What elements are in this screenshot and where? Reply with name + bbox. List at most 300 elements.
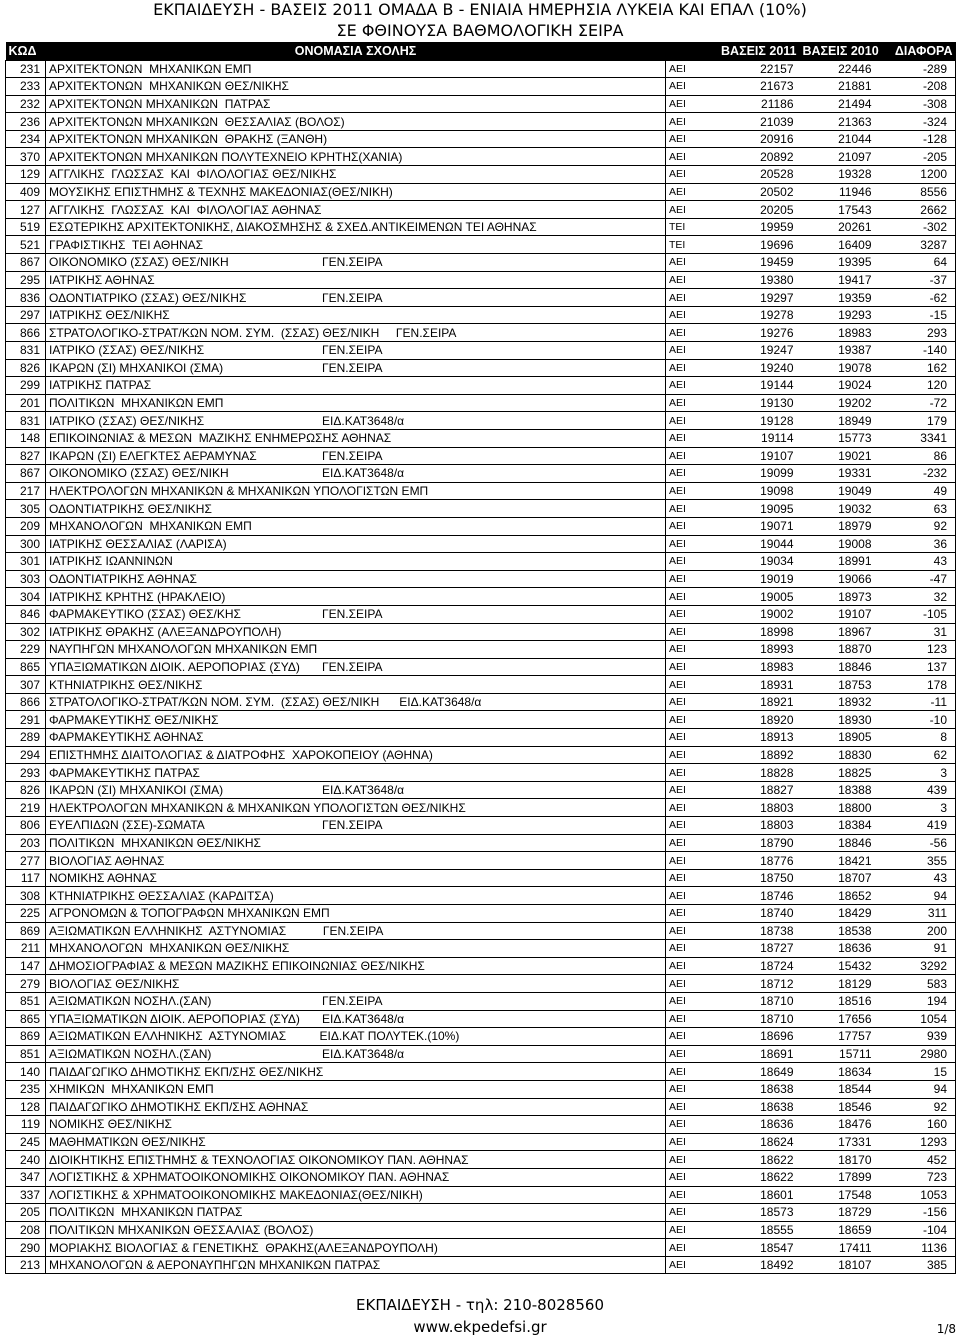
score-difference: 3287	[878, 236, 956, 254]
school-code: 148	[6, 429, 46, 447]
score-2011: 18638	[718, 1080, 800, 1098]
school-name: ΝΟΜΙΚΗΣ ΘΕΣ/ΝΙΚΗΣ	[46, 1116, 666, 1134]
school-name-cell	[46, 254, 666, 272]
school-name: ΗΛΕΚΤΡΟΛΟΓΩΝ ΜΗΧΑΝΙΚΩΝ & ΜΗΧΑΝΙΚΩΝ ΥΠΟΛΟΓΙΣΤΩΝ ΕΜΠ	[46, 482, 666, 500]
score-2010: 18991	[800, 553, 878, 571]
school-name: ΠΟΛΙΤΙΚΩΝ ΜΗΧΑΝΙΚΩΝ ΘΕΣΣΑΛΙΑΣ (ΒΟΛΟΣ)	[46, 1221, 666, 1239]
institution-type: ΤΕΙ	[666, 218, 718, 236]
page-number: 1/8	[936, 1322, 956, 1336]
score-2011: 18750	[718, 869, 800, 887]
institution-type: ΑΕΙ	[666, 1221, 718, 1239]
score-2011: 18555	[718, 1221, 800, 1239]
school-name: ΕΣΩΤΕΡΙΚΗΣ ΑΡΧΙΤΕΚΤΟΝΙΚΗΣ, ΔΙΑΚΟΣΜΗΣΗΣ & ΣΧΕΔ.ΑΝΤΙΚΕΙΜΕΝΩΝ ΤΕΙ ΑΘΗΝΑΣ	[46, 218, 666, 236]
score-2011: 18776	[718, 852, 800, 870]
score-difference: 439	[878, 781, 956, 799]
table-row	[6, 254, 956, 272]
school-code: 827	[6, 447, 46, 465]
score-2011: 19071	[718, 517, 800, 535]
table-row	[6, 60, 956, 78]
school-code: 295	[6, 271, 46, 289]
school-name-cell	[46, 412, 666, 430]
score-difference: 2980	[878, 1045, 956, 1063]
institution-type: ΑΕΙ	[666, 113, 718, 131]
school-name: ΠΟΛΙΤΙΚΩΝ ΜΗΧΑΝΙΚΩΝ ΠΑΤΡΑΣ	[46, 1204, 666, 1222]
school-name: ΑΡΧΙΤΕΚΤΟΝΩΝ ΜΗΧΑΝΙΚΩΝ ΘΕΣ/ΝΙΚΗΣ	[46, 78, 666, 96]
score-2011: 19144	[718, 377, 800, 395]
score-2010: 18636	[800, 940, 878, 958]
school-code: 277	[6, 852, 46, 870]
table-header-row	[6, 42, 956, 60]
score-2010: 18429	[800, 905, 878, 923]
institution-type: ΑΕΙ	[666, 1080, 718, 1098]
score-2011: 18492	[718, 1256, 800, 1274]
score-2011: 18738	[718, 922, 800, 940]
institution-type: ΑΕΙ	[666, 588, 718, 606]
score-2010: 18421	[800, 852, 878, 870]
col-header-2011: ΒΑΣΕΙΣ 2011	[721, 43, 797, 58]
table-row	[6, 183, 956, 201]
score-2010: 19049	[800, 482, 878, 500]
table-row	[6, 218, 956, 236]
school-name: ΙΑΤΡΙΚΗΣ ΑΘΗΝΑΣ	[46, 271, 666, 289]
school-code: 140	[6, 1063, 46, 1081]
table-row	[6, 922, 956, 940]
score-2011: 18547	[718, 1239, 800, 1257]
school-name: ΦΑΡΜΑΚΕΥΤΙΚΗΣ ΠΑΤΡΑΣ	[46, 764, 666, 782]
school-name: ΧΗΜΙΚΩΝ ΜΗΧΑΝΙΚΩΝ ΕΜΠ	[46, 1080, 666, 1098]
score-2011: 19034	[718, 553, 800, 571]
school-code: 211	[6, 940, 46, 958]
school-name: ΥΠΑΞΙΩΜΑΤΙΚΩΝ ΔΙΟΙΚ. ΑΕΡΟΠΟΡΙΑΣ (ΣΥΔ)	[49, 1011, 300, 1026]
score-difference: 120	[878, 377, 956, 395]
score-2010: 19202	[800, 394, 878, 412]
school-name: ΙΚΑΡΩΝ (ΣΙ) ΜΗΧΑΝΙΚΟΙ (ΣΜΑ)	[49, 360, 224, 375]
table-row	[6, 1221, 956, 1239]
score-2011: 21673	[718, 78, 800, 96]
score-difference: -140	[878, 342, 956, 360]
score-difference: 583	[878, 975, 956, 993]
institution-type: ΑΕΙ	[666, 957, 718, 975]
score-2011: 19240	[718, 359, 800, 377]
score-difference: -289	[878, 60, 956, 78]
admission-category: ΓΕΝ.ΣΕΙΡΑ	[322, 255, 383, 270]
score-2011: 18803	[718, 799, 800, 817]
table-row	[6, 711, 956, 729]
score-2011: 18601	[718, 1186, 800, 1204]
score-2010: 18905	[800, 729, 878, 747]
score-2010: 20261	[800, 218, 878, 236]
score-2010: 18846	[800, 658, 878, 676]
score-2010: 18825	[800, 764, 878, 782]
score-2011: 18691	[718, 1045, 800, 1063]
score-2010: 18846	[800, 834, 878, 852]
school-code: 225	[6, 905, 46, 923]
score-2011: 19098	[718, 482, 800, 500]
school-code: 300	[6, 535, 46, 553]
score-2011: 18740	[718, 905, 800, 923]
table-row	[6, 570, 956, 588]
table-row	[6, 975, 956, 993]
admission-category: ΓΕΝ.ΣΕΙΡΑ	[322, 360, 383, 375]
score-difference: 94	[878, 887, 956, 905]
table-row	[6, 588, 956, 606]
table-row	[6, 1116, 956, 1134]
institution-type: ΑΕΙ	[666, 658, 718, 676]
score-2011: 18573	[718, 1204, 800, 1222]
school-code: 370	[6, 148, 46, 166]
score-difference: 1136	[878, 1239, 956, 1257]
table-row	[6, 465, 956, 483]
school-name: ΙΑΤΡΙΚΗΣ ΘΕΣ/ΝΙΚΗΣ	[46, 306, 666, 324]
score-difference: 178	[878, 676, 956, 694]
school-code: 866	[6, 324, 46, 342]
school-name: ΚΤΗΝΙΑΤΡΙΚΗΣ ΘΕΣ/ΝΙΚΗΣ	[46, 676, 666, 694]
school-name: ΠΟΛΙΤΙΚΩΝ ΜΗΧΑΝΙΚΩΝ ΘΕΣ/ΝΙΚΗΣ	[46, 834, 666, 852]
school-name: ΒΙΟΛΟΓΙΑΣ ΑΘΗΝΑΣ	[46, 852, 666, 870]
school-name: ΑΓΓΛΙΚΗΣ ΓΛΩΣΣΑΣ ΚΑΙ ΦΙΛΟΛΟΓΙΑΣ ΑΘΗΝΑΣ	[46, 201, 666, 219]
school-name: ΥΠΑΞΙΩΜΑΤΙΚΩΝ ΔΙΟΙΚ. ΑΕΡΟΠΟΡΙΑΣ (ΣΥΔ)	[49, 659, 300, 674]
school-name: ΙΑΤΡΙΚΗΣ ΘΡΑΚΗΣ (ΑΛΕΞΑΝΔΡΟΥΠΟΛΗ)	[46, 623, 666, 641]
table-body	[6, 60, 956, 1274]
school-code: 201	[6, 394, 46, 412]
school-name-cell	[46, 342, 666, 360]
school-code: 219	[6, 799, 46, 817]
school-code: 867	[6, 465, 46, 483]
institution-type: ΑΕΙ	[666, 1256, 718, 1274]
institution-type: ΑΕΙ	[666, 201, 718, 219]
school-name: ΒΙΟΛΟΓΙΑΣ ΘΕΣ/ΝΙΚΗΣ	[46, 975, 666, 993]
school-code: 240	[6, 1151, 46, 1169]
score-2011: 19130	[718, 394, 800, 412]
score-2010: 17543	[800, 201, 878, 219]
table-row	[6, 1133, 956, 1151]
school-name-cell	[46, 447, 666, 465]
institution-type: ΑΕΙ	[666, 1045, 718, 1063]
institution-type: ΑΕΙ	[666, 1133, 718, 1151]
school-code: 347	[6, 1168, 46, 1186]
institution-type: ΑΕΙ	[666, 570, 718, 588]
school-code: 308	[6, 887, 46, 905]
institution-type: ΑΕΙ	[666, 271, 718, 289]
school-name: ΙΑΤΡΙΚΟ (ΣΣΑΣ) ΘΕΣ/ΝΙΚΗΣ	[49, 413, 205, 428]
institution-type: ΑΕΙ	[666, 869, 718, 887]
document-title: ΕΚΠΑΙΔΕΥΣΗ - ΒΑΣΕΙΣ 2011 ΟΜΑΔΑ Β - ΕΝΙΑΙΑ ΗΜΕΡΗΣΙΑ ΛΥΚΕΙΑ ΚΑΙ ΕΠΑΛ (10%)	[153, 0, 807, 19]
score-difference: -11	[878, 693, 956, 711]
school-name: ΚΤΗΝΙΑΤΡΙΚΗΣ ΘΕΣΣΑΛΙΑΣ (ΚΑΡΔΙΤΣΑ)	[46, 887, 666, 905]
school-code: 301	[6, 553, 46, 571]
score-difference: 452	[878, 1151, 956, 1169]
score-2011: 21186	[718, 95, 800, 113]
school-name: ΑΓΡΟΝΟΜΩΝ & ΤΟΠΟΓΡΑΦΩΝ ΜΗΧΑΝΙΚΩΝ ΕΜΠ	[46, 905, 666, 923]
score-2010: 18753	[800, 676, 878, 694]
school-name: ΙΚΑΡΩΝ (ΣΙ) ΕΛΕΓΚΤΕΣ ΑΕΡΑΜΥΝΑΣ	[49, 448, 257, 463]
institution-type: ΑΕΙ	[666, 412, 718, 430]
school-code: 233	[6, 78, 46, 96]
score-2010: 18983	[800, 324, 878, 342]
school-code: 806	[6, 817, 46, 835]
score-2010: 18388	[800, 781, 878, 799]
score-difference: -156	[878, 1204, 956, 1222]
institution-type: ΑΕΙ	[666, 905, 718, 923]
institution-type: ΑΕΙ	[666, 183, 718, 201]
institution-type: ΑΕΙ	[666, 517, 718, 535]
table-row	[6, 201, 956, 219]
school-code: 291	[6, 711, 46, 729]
institution-type: ΑΕΙ	[666, 60, 718, 78]
score-2011: 19276	[718, 324, 800, 342]
institution-type: ΑΕΙ	[666, 535, 718, 553]
table-row	[6, 95, 956, 113]
school-code: 231	[6, 60, 46, 78]
institution-type: ΑΕΙ	[666, 166, 718, 184]
score-difference: 63	[878, 500, 956, 518]
table-row	[6, 1168, 956, 1186]
school-code: 299	[6, 377, 46, 395]
table-row	[6, 905, 956, 923]
institution-type: ΑΕΙ	[666, 641, 718, 659]
score-2010: 17411	[800, 1239, 878, 1257]
school-code: 127	[6, 201, 46, 219]
score-2011: 19044	[718, 535, 800, 553]
institution-type: ΑΕΙ	[666, 447, 718, 465]
score-2011: 18998	[718, 623, 800, 641]
school-name: ΙΑΤΡΙΚΗΣ ΙΩΑΝΝΙΝΩΝ	[46, 553, 666, 571]
school-code: 147	[6, 957, 46, 975]
table-row	[6, 1045, 956, 1063]
school-name: ΟΙΚΟΝΟΜΙΚΟ (ΣΣΑΣ) ΘΕΣ/ΝΙΚΗ	[49, 466, 229, 481]
score-difference: -56	[878, 834, 956, 852]
table-row	[6, 148, 956, 166]
school-name: ΝΟΜΙΚΗΣ ΑΘΗΝΑΣ	[46, 869, 666, 887]
score-2010: 19107	[800, 605, 878, 623]
score-difference: -232	[878, 465, 956, 483]
school-name: ΦΑΡΜΑΚΕΥΤΙΚΗΣ ΘΕΣ/ΝΙΚΗΣ	[46, 711, 666, 729]
score-2011: 21039	[718, 113, 800, 131]
score-2010: 18932	[800, 693, 878, 711]
school-code: 836	[6, 289, 46, 307]
score-difference: 86	[878, 447, 956, 465]
score-2010: 18707	[800, 869, 878, 887]
school-name: ΜΗΧΑΝΟΛΟΓΩΝ & ΑΕΡΟΝΑΥΠΗΓΩΝ ΜΗΧΑΝΙΚΩΝ ΠΑΤΡΑΣ	[46, 1256, 666, 1274]
school-code: 129	[6, 166, 46, 184]
institution-type: ΑΕΙ	[666, 940, 718, 958]
school-name: ΠΟΛΙΤΙΚΩΝ ΜΗΧΑΝΙΚΩΝ ΕΜΠ	[46, 394, 666, 412]
table-row	[6, 553, 956, 571]
score-2010: 21363	[800, 113, 878, 131]
score-2010: 18170	[800, 1151, 878, 1169]
score-difference: 15	[878, 1063, 956, 1081]
score-2010: 21881	[800, 78, 878, 96]
score-difference: 293	[878, 324, 956, 342]
school-code: 826	[6, 781, 46, 799]
score-2011: 18931	[718, 676, 800, 694]
table-row	[6, 1151, 956, 1169]
score-2011: 18727	[718, 940, 800, 958]
score-2010: 17757	[800, 1028, 878, 1046]
school-name-cell	[46, 658, 666, 676]
school-name: ΙΚΑΡΩΝ (ΣΙ) ΜΗΧΑΝΙΚΟΙ (ΣΜΑ)	[49, 783, 224, 798]
institution-type: ΑΕΙ	[666, 605, 718, 623]
school-name: ΙΑΤΡΙΚΟ (ΣΣΑΣ) ΘΕΣ/ΝΙΚΗΣ	[49, 343, 205, 358]
score-2010: 18800	[800, 799, 878, 817]
table-row	[6, 641, 956, 659]
school-code: 294	[6, 746, 46, 764]
score-difference: 64	[878, 254, 956, 272]
score-2011: 22157	[718, 60, 800, 78]
score-2011: 18710	[718, 992, 800, 1010]
score-2010: 17899	[800, 1168, 878, 1186]
score-difference: 8556	[878, 183, 956, 201]
score-2011: 19095	[718, 500, 800, 518]
school-code: 128	[6, 1098, 46, 1116]
table-row	[6, 130, 956, 148]
school-code: 213	[6, 1256, 46, 1274]
score-2011: 20205	[718, 201, 800, 219]
institution-type: ΑΕΙ	[666, 887, 718, 905]
school-code: 302	[6, 623, 46, 641]
score-2011: 18983	[718, 658, 800, 676]
score-difference: -205	[878, 148, 956, 166]
score-difference: 94	[878, 1080, 956, 1098]
score-2011: 18638	[718, 1098, 800, 1116]
institution-type: ΑΕΙ	[666, 148, 718, 166]
col-header-diff: ΔΙΑΦΟΡΑ	[894, 43, 953, 58]
admission-category: ΕΙΔ.ΚΑΤ3648/α	[322, 413, 405, 428]
score-2011: 18828	[718, 764, 800, 782]
table-row	[6, 236, 956, 254]
admission-category: ΓΕΝ.ΣΕΙΡΑ	[322, 607, 383, 622]
table-row	[6, 887, 956, 905]
table-row	[6, 1256, 956, 1274]
school-code: 867	[6, 254, 46, 272]
school-name-cell	[46, 817, 666, 835]
score-difference: 162	[878, 359, 956, 377]
score-difference: -37	[878, 271, 956, 289]
school-code: 865	[6, 658, 46, 676]
institution-type: ΑΕΙ	[666, 781, 718, 799]
table-row	[6, 500, 956, 518]
score-2010: 19328	[800, 166, 878, 184]
institution-type: ΑΕΙ	[666, 289, 718, 307]
institution-type: ΑΕΙ	[666, 764, 718, 782]
school-name: ΟΙΚΟΝΟΜΙΚΟ (ΣΣΑΣ) ΘΕΣ/ΝΙΚΗ	[49, 255, 229, 270]
table-row	[6, 781, 956, 799]
score-2010: 18729	[800, 1204, 878, 1222]
score-2010: 17548	[800, 1186, 878, 1204]
institution-type: ΑΕΙ	[666, 1186, 718, 1204]
score-difference: 1293	[878, 1133, 956, 1151]
school-code: 279	[6, 975, 46, 993]
institution-type: ΑΕΙ	[666, 254, 718, 272]
score-2011: 18827	[718, 781, 800, 799]
school-name-cell	[46, 359, 666, 377]
school-name-cell	[46, 1010, 666, 1028]
admission-category: ΓΕΝ.ΣΕΙΡΑ	[322, 290, 383, 305]
score-2010: 22446	[800, 60, 878, 78]
score-2011: 19459	[718, 254, 800, 272]
score-difference: 160	[878, 1116, 956, 1134]
score-difference: 194	[878, 992, 956, 1010]
table-row	[6, 729, 956, 747]
school-code: 205	[6, 1204, 46, 1222]
score-2010: 15432	[800, 957, 878, 975]
institution-type: ΑΕΙ	[666, 676, 718, 694]
institution-type: ΑΕΙ	[666, 324, 718, 342]
score-2011: 20502	[718, 183, 800, 201]
institution-type: ΑΕΙ	[666, 1098, 718, 1116]
score-2011: 19114	[718, 429, 800, 447]
institution-type: ΑΕΙ	[666, 500, 718, 518]
school-name: ΜΗΧΑΝΟΛΟΓΩΝ ΜΗΧΑΝΙΚΩΝ ΕΜΠ	[46, 517, 666, 535]
school-code: 304	[6, 588, 46, 606]
score-2010: 21097	[800, 148, 878, 166]
school-name: ΕΥΕΛΠΙΔΩΝ (ΣΣΕ)-ΣΩΜΑΤΑ	[49, 818, 205, 833]
table-row	[6, 1204, 956, 1222]
table-row	[6, 605, 956, 623]
school-code: 305	[6, 500, 46, 518]
school-name-cell	[46, 781, 666, 799]
score-difference: -324	[878, 113, 956, 131]
table-row	[6, 1080, 956, 1098]
table-row	[6, 394, 956, 412]
institution-type: ΤΕΙ	[666, 236, 718, 254]
admission-category: ΓΕΝ.ΣΕΙΡΑ	[322, 659, 383, 674]
institution-type: ΑΕΙ	[666, 975, 718, 993]
school-name-cell	[46, 289, 666, 307]
school-name: ΦΑΡΜΑΚΕΥΤΙΚΗΣ ΑΘΗΝΑΣ	[46, 729, 666, 747]
score-difference: 92	[878, 517, 956, 535]
score-difference: -62	[878, 289, 956, 307]
score-difference: 123	[878, 641, 956, 659]
score-2011: 18892	[718, 746, 800, 764]
school-name: ΟΔΟΝΤΙΑΤΡΙΚΟ (ΣΣΑΣ) ΘΕΣ/ΝΙΚΗΣ	[49, 290, 247, 305]
table-row	[6, 1098, 956, 1116]
score-2010: 18967	[800, 623, 878, 641]
school-code: 289	[6, 729, 46, 747]
institution-type: ΑΕΙ	[666, 922, 718, 940]
footer-website[interactable]: www.ekpedefsi.gr	[413, 1318, 547, 1336]
score-2010: 19032	[800, 500, 878, 518]
score-2011: 18993	[718, 641, 800, 659]
school-code: 119	[6, 1116, 46, 1134]
score-2011: 18710	[718, 1010, 800, 1028]
score-2010: 18652	[800, 887, 878, 905]
score-2010: 19359	[800, 289, 878, 307]
score-2010: 18634	[800, 1063, 878, 1081]
school-code: 217	[6, 482, 46, 500]
col-header-code: ΚΩΔ	[8, 43, 37, 58]
score-difference: -104	[878, 1221, 956, 1239]
score-2010: 17656	[800, 1010, 878, 1028]
score-2010: 18930	[800, 711, 878, 729]
score-2010: 19021	[800, 447, 878, 465]
score-difference: 200	[878, 922, 956, 940]
school-name-cell	[46, 465, 666, 483]
table-row	[6, 869, 956, 887]
admission-category: ΕΙΔ.ΚΑΤ3648/α	[322, 466, 405, 481]
school-name: ΑΞΙΩΜΑΤΙΚΩΝ ΝΟΣΗΛ.(ΣΑΝ)	[49, 1047, 212, 1062]
score-2010: 18546	[800, 1098, 878, 1116]
score-difference: 1053	[878, 1186, 956, 1204]
score-difference: 1054	[878, 1010, 956, 1028]
school-name: ΙΑΤΡΙΚΗΣ ΚΡΗΤΗΣ (ΗΡΑΚΛΕΙΟ)	[46, 588, 666, 606]
school-name: ΛΟΓΙΣΤΙΚΗΣ & ΧΡΗΜΑΤΟΟΙΚΟΝΟΜΙΚΗΣ ΟΙΚΟΝΟΜΙΚΟΥ ΠΑΝ. ΑΘΗΝΑΣ	[46, 1168, 666, 1186]
institution-type: ΑΕΙ	[666, 553, 718, 571]
score-2010: 18384	[800, 817, 878, 835]
institution-type: ΑΕΙ	[666, 1239, 718, 1257]
table-row	[6, 359, 956, 377]
table-row	[6, 992, 956, 1010]
